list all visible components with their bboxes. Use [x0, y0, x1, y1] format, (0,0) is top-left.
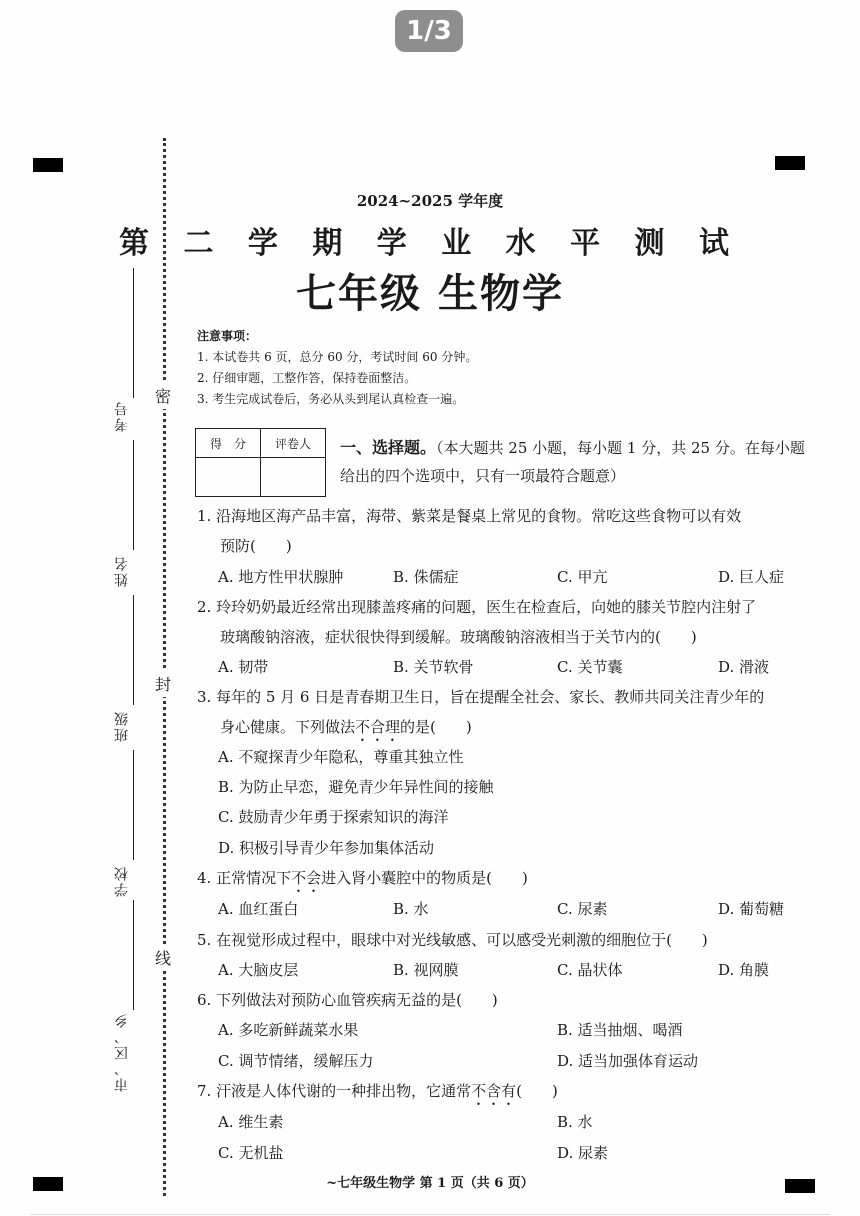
seal-char-xian: 线 [155, 944, 171, 971]
exam-title: 第 二 学 期 学 业 水 平 测 试 [119, 226, 741, 261]
seal-char-mi: 密 [155, 382, 171, 409]
question-1-option-c: C. 甲亢 [557, 568, 608, 586]
section-title: 一、选择题。 [340, 438, 437, 457]
question-5-option-c: C. 晶状体 [557, 961, 623, 979]
question-4-text-b: 进入肾小囊腔中的物质是( ) [321, 869, 528, 887]
question-3-option-a: A. 不窥探青少年隐私，尊重其独立性 [218, 748, 464, 766]
notes-item-1: 1. 本试卷共 6 页，总分 60 分，考试时间 60 分钟。 [197, 350, 478, 364]
question-1-stem: 1. 沿海地区海产品丰富，海带、紫菜是餐桌上常见的食物。常吃这些食物可以有效 [197, 507, 742, 525]
section-description: （本大题共 25 小题，每小题 1 分，共 25 分。在每小题给出的四个选项中，只有一项最符合题意） [340, 439, 805, 485]
grader-header: 评卷人 [261, 429, 326, 458]
question-2-option-c: C. 关节囊 [557, 658, 623, 676]
class-line [133, 595, 134, 705]
question-4-text-a: 4. 正常情况下 [197, 869, 292, 887]
question-4-emphasis: 不会 [291, 869, 322, 887]
question-2-stem-cont: 玻璃酸钠溶液，症状很快得到缓解。玻璃酸钠溶液相当于关节内的( ) [220, 628, 697, 646]
score-cell [196, 458, 261, 497]
question-4-option-c: C. 尿素 [557, 900, 608, 918]
question-5-option-d: D. 角膜 [718, 961, 770, 979]
question-4-option-a: A. 血红蛋白 [218, 900, 299, 918]
question-7-option-b: B. 水 [557, 1113, 593, 1131]
question-1-option-b: B. 侏儒症 [393, 568, 459, 586]
question-4-option-d: D. 葡萄糖 [718, 900, 785, 918]
school-label: 学校 [114, 865, 130, 897]
question-3-stem-cont [220, 716, 472, 745]
question-6-option-c: C. 调节情绪，缓解压力 [218, 1052, 374, 1070]
question-6-option-a: A. 多吃新鲜蔬菜水果 [218, 1021, 359, 1039]
section-heading [340, 434, 810, 490]
question-3-stem: 3. 每年的 5 月 6 日是青春期卫生日，旨在提醒全社会、家长、教师共同关注青少年的 [197, 688, 765, 706]
page-footer: ~七年级生物学 第 1 页（共 6 页） [326, 1176, 534, 1191]
notes-item-2: 2. 仔细审题，工整作答，保持卷面整洁。 [197, 371, 417, 385]
question-3-text-b: 的是( ) [400, 718, 472, 736]
question-4-option-b: B. 水 [393, 900, 429, 918]
name-label: 姓名 [114, 555, 130, 587]
notes-heading: 注意事项： [197, 329, 258, 343]
district-label: 市、区、乡 [114, 1012, 130, 1092]
school-line [133, 750, 134, 860]
grader-cell [261, 458, 326, 497]
question-6-option-d: D. 适当加强体育运动 [557, 1052, 699, 1070]
question-7-option-a: A. 维生素 [218, 1113, 284, 1131]
question-3-emphasis: 不合理 [355, 718, 401, 736]
question-7-option-d: D. 尿素 [557, 1144, 609, 1162]
question-2-option-b: B. 关节软骨 [393, 658, 474, 676]
question-1-stem-cont: 预防( ) [220, 537, 292, 555]
question-7-text-a: 7. 汗液是人体代谢的一种排出物，它通常 [197, 1082, 472, 1100]
question-1-option-a: A. 地方性甲状腺肿 [218, 568, 344, 586]
page-indicator: 1/3 [395, 10, 463, 52]
question-7-emphasis: 不含有 [471, 1082, 517, 1100]
registration-mark-top-left [33, 158, 63, 172]
seal-char-feng: 封 [155, 670, 171, 697]
registration-mark-top-right [775, 156, 805, 170]
question-3-option-b: B. 为防止早恋，避免青少年异性间的接触 [218, 778, 494, 796]
class-label: 班级 [114, 710, 130, 742]
question-3-text-a: 身心健康。下列做法 [220, 718, 356, 736]
question-4-stem [197, 867, 528, 896]
question-7-stem [197, 1080, 558, 1109]
score-table [195, 428, 326, 497]
exam-notes [197, 326, 477, 410]
exam-number-label: 考号 [114, 400, 130, 432]
score-header: 得 分 [196, 429, 261, 458]
question-3-option-d: D. 积极引导青少年参加集体活动 [218, 839, 435, 857]
page-bottom-edge [30, 1214, 830, 1215]
question-7-option-c: C. 无机盐 [218, 1144, 284, 1162]
question-5-option-a: A. 大脑皮层 [218, 961, 299, 979]
question-7-text-b: ( ) [516, 1082, 558, 1100]
exam-subject: 七年级 生物学 [296, 271, 564, 317]
question-3-option-c: C. 鼓励青少年勇于探索知识的海洋 [218, 808, 449, 826]
school-year: 2024~2025 学年度 [356, 192, 504, 210]
notes-item-3: 3. 考生完成试卷后，务必从头到尾认真检查一遍。 [197, 392, 465, 406]
question-2-option-a: A. 韧带 [218, 658, 269, 676]
district-line [133, 900, 134, 1010]
question-5-option-b: B. 视网膜 [393, 961, 459, 979]
question-6-option-b: B. 适当抽烟、喝酒 [557, 1021, 683, 1039]
question-5-stem: 5. 在视觉形成过程中，眼球中对光线敏感、可以感受光刺激的细胞位于( ) [197, 931, 708, 949]
question-2-stem: 2. 玲玲奶奶最近经常出现膝盖疼痛的问题，医生在检查后，向她的膝关节腔内注射了 [197, 598, 757, 616]
question-2-option-d: D. 滑液 [718, 658, 770, 676]
question-6-stem: 6. 下列做法对预防心血管疾病无益的是( ) [197, 991, 498, 1009]
question-1-option-d: D. 巨人症 [718, 568, 785, 586]
name-line [133, 440, 134, 550]
